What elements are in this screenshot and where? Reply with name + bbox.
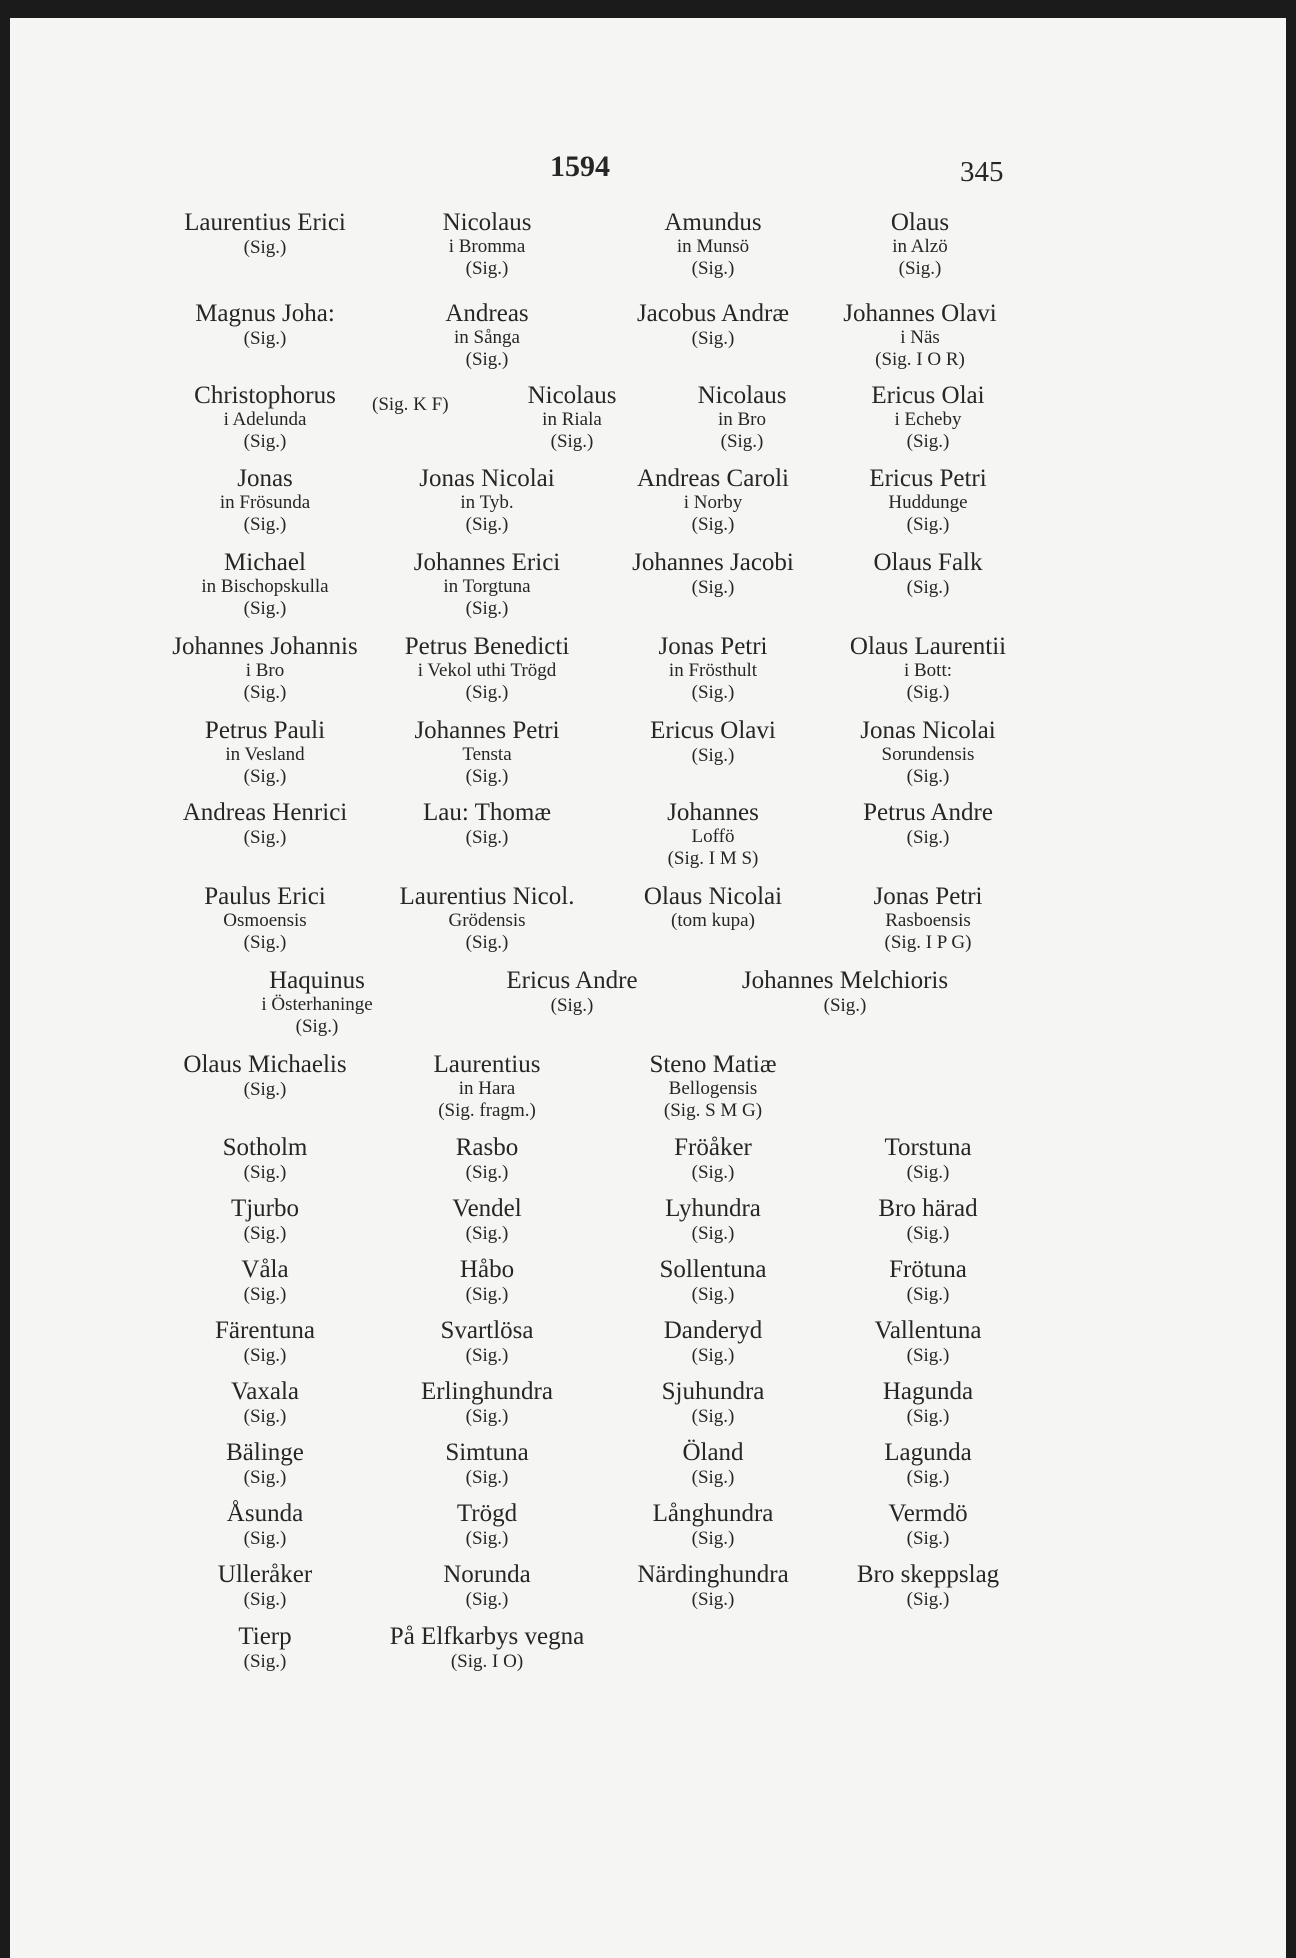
seal-entry [593,1379,833,1427]
seal-entry [593,1318,833,1366]
entry-name: Olaus Nicolai [643,883,783,910]
entry-seal: (Sig. fragm.) [438,1099,536,1121]
entry-seal: (Sig.) [465,1345,509,1366]
seal-entry [808,1257,1048,1305]
entry-name: Ericus Olavi [650,717,776,744]
entry-seal: (Sig.) [691,1284,735,1305]
entry-location: Tensta [462,744,512,765]
seal-entry [593,1196,833,1244]
entry-location: in Bro [717,409,767,430]
entry-location: i Adelunda [223,409,307,430]
seal-entry [367,210,607,279]
entry-name: Hagunda [882,1378,974,1405]
seal-entry [145,301,385,349]
seal-entry [593,718,833,766]
entry-seal: (Sig.) [243,931,287,953]
entry-seal: (Sig.) [906,513,950,535]
entry-seal: (Sig.) [906,765,950,787]
seal-entry [145,466,385,535]
seal-entry [367,466,607,535]
entry-seal: (Sig.) [691,1528,735,1549]
entry-name: Vallentuna [874,1317,982,1344]
entry-seal: (Sig.) [906,1589,950,1610]
entry-location: in Torgtuna [443,576,531,597]
entry-location: in Munsö [676,236,750,257]
entry-name: Johannes Olavi [843,300,997,327]
entry-location: in Vesland [225,744,305,765]
entry-location: in Frösunda [219,492,311,513]
page-number: 345 [960,156,1004,188]
seal-entry [593,1562,833,1610]
entry-location: in Sånga [454,327,520,348]
entry-name: Tjurbo [230,1195,300,1222]
seal-entry [808,383,1048,452]
entry-seal: (Sig.) [243,765,287,787]
seal-entry [808,718,1048,787]
entry-name: Bro skeppslag [856,1561,1000,1588]
entry-location: in Hara [458,1078,516,1099]
entry-seal: (Sig.) [243,430,287,452]
entry-seal: (Sig.) [465,1467,509,1488]
entry-seal: (Sig.) [243,681,287,703]
seal-entry [593,301,833,349]
seal-entry [808,1501,1048,1549]
entry-location: i Österhaninge [261,994,373,1015]
entry-seal: (Sig.) [243,328,287,349]
entry-name: Fröåker [674,1134,752,1161]
seal-entry [593,634,833,703]
entry-location: in Alzö [892,236,948,257]
entry-name: Lau: Thomæ [422,799,551,826]
entry-seal: (Sig.) [243,1345,287,1366]
seal-entry [145,383,385,452]
entry-seal: (Sig.) [691,328,735,349]
entry-seal: (Sig.) [691,1589,735,1610]
seal-entry [357,634,617,703]
seal-entry [145,1135,385,1183]
entry-name: Andreas [445,300,529,327]
entry-seal: (Sig. I M S) [667,847,759,869]
entry-seal: (Sig.) [691,681,735,703]
entry-seal: (Sig.) [243,827,287,848]
entry-location: Grödensis [448,910,526,931]
entry-name: Danderyd [663,1317,763,1344]
entry-seal: (Sig.) [691,1406,735,1427]
entry-name: Norunda [443,1561,531,1588]
entry-name: Närdinghundra [637,1561,789,1588]
seal-entry [367,550,607,619]
entry-name: Ulleråker [217,1561,313,1588]
entry-name: Sollentuna [659,1256,767,1283]
entry-name: Petrus Pauli [204,717,326,744]
entry-name: Vendel [452,1195,522,1222]
entry-seal: (Sig.) [691,577,735,598]
seal-entry [367,1379,607,1427]
entry-name: Christophorus [194,382,336,409]
entry-seal: (Sig.) [906,827,950,848]
entry-seal: (Sig. I P G) [884,931,972,953]
entry-seal: (Sig.) [243,513,287,535]
entry-seal: (Sig.) [243,1406,287,1427]
entry-name: Olaus Falk [873,549,983,576]
entry-name: Johannes Johannis [172,633,358,660]
seal-note-kf: (Sig. K F) [372,394,449,415]
entry-location: in Tyb. [460,492,514,513]
entry-seal: (Sig.) [906,430,950,452]
entry-seal: (Sig.) [465,513,509,535]
seal-entry [808,1318,1048,1366]
entry-name: Färentuna [215,1317,315,1344]
entry-seal: (Sig.) [243,1162,287,1183]
seal-entry [808,466,1048,535]
entry-seal: (Sig.) [550,995,594,1016]
seal-entry [808,1196,1048,1244]
entry-name: Nicolaus [442,209,532,236]
entry-seal: (Sig.) [465,931,509,953]
page-year: 1594 [550,150,610,183]
seal-entry [593,210,833,279]
seal-entry [367,1052,607,1121]
entry-seal: (Sig.) [691,1223,735,1244]
entry-seal: (Sig.) [465,348,509,370]
entry-seal: (Sig.) [243,1284,287,1305]
entry-location: i Norby [683,492,743,513]
entry-name: Paulus Erici [204,883,326,910]
seal-entry [367,1440,607,1488]
entry-name: Jonas Nicolai [860,717,996,744]
entry-location: i Vekol uthi Trögd [417,660,557,681]
seal-entry [808,1379,1048,1427]
entry-location: (tom kupa) [671,910,755,931]
seal-entry [715,968,975,1016]
entry-seal: (Sig.) [295,1015,339,1037]
entry-name: Jonas Petri [873,883,983,910]
entry-seal: (Sig.) [465,1406,509,1427]
entry-name: Laurentius Erici [184,209,346,236]
seal-entry [593,1440,833,1488]
entry-name: Trögd [456,1500,518,1527]
seal-entry [593,1501,833,1549]
seal-entry [808,1135,1048,1183]
entry-seal: (Sig.) [465,1162,509,1183]
entry-name: Sjuhundra [661,1378,765,1405]
entry-name: Johannes [667,799,759,826]
entry-name: Laurentius Nicol. [399,883,575,910]
entry-name: Jonas Petri [658,633,768,660]
entry-seal: (Sig.) [906,1467,950,1488]
entry-seal: (Sig.) [465,1528,509,1549]
entry-seal: (Sig.) [720,430,764,452]
entry-seal: (Sig.) [465,681,509,703]
entry-seal: (Sig.) [906,577,950,598]
entry-name: Bälinge [226,1439,304,1466]
entry-seal: (Sig.) [691,1345,735,1366]
entry-name: Våla [241,1256,289,1283]
entry-location: in Bischopskulla [201,576,329,597]
entry-location: i Bro [245,660,285,681]
entry-name: Simtuna [445,1439,529,1466]
seal-entry [367,1257,607,1305]
seal-entry [145,1440,385,1488]
entry-name: Olaus Michaelis [183,1051,347,1078]
entry-name: Jonas [237,465,293,492]
entry-name: Michael [224,549,306,576]
document-page [10,18,1286,1958]
seal-entry [367,1562,607,1610]
seal-entry [357,1624,617,1672]
seal-entry [135,210,395,258]
seal-entry [452,968,692,1016]
entry-seal: (Sig.) [465,1284,509,1305]
entry-seal: (Sig. I O R) [875,348,965,370]
entry-seal: (Sig.) [243,237,287,258]
entry-name: Jacobus Andræ [636,300,790,327]
entry-name: Håbo [459,1256,515,1283]
seal-entry [145,1318,385,1366]
entry-seal: (Sig.) [465,597,509,619]
entry-seal: (Sig.) [906,1162,950,1183]
seal-entry [145,718,385,787]
entry-name: Långhundra [652,1500,774,1527]
entry-name: Öland [682,1439,744,1466]
seal-entry [593,1052,833,1121]
entry-seal: (Sig.) [243,1223,287,1244]
entry-seal: (Sig.) [691,257,735,279]
seal-entry [808,634,1048,703]
entry-name: Haquinus [269,967,365,994]
entry-location: Loffö [691,826,735,847]
entry-name: Åsunda [226,1500,304,1527]
seal-entry [145,550,385,619]
seal-entry [145,1379,385,1427]
seal-entry [145,1562,385,1610]
seal-entry [145,1196,385,1244]
entry-seal: (Sig.) [243,1467,287,1488]
entry-name: Bro härad [878,1195,978,1222]
entry-seal: (Sig.) [243,1528,287,1549]
entry-seal: (Sig.) [691,1467,735,1488]
entry-name: Svartlösa [440,1317,534,1344]
seal-entry [367,800,607,848]
entry-seal: (Sig.) [243,1651,287,1672]
seal-entry [808,800,1048,848]
seal-entry [145,1257,385,1305]
entry-name: På Elfkarbys vegna [389,1623,585,1650]
seal-entry [367,1196,607,1244]
entry-name: Nicolaus [697,382,787,409]
seal-entry [357,884,617,953]
entry-name: Andreas Caroli [636,465,790,492]
entry-name: Laurentius [433,1051,541,1078]
entry-seal: (Sig.) [906,1345,950,1366]
seal-entry [593,550,833,598]
entry-name: Petrus Benedicti [404,633,570,660]
entry-name: Frötuna [889,1256,967,1283]
seal-entry [593,466,833,535]
entry-name: Vaxala [230,1378,300,1405]
entry-name: Johannes Jacobi [632,549,794,576]
seal-entry [367,1135,607,1183]
seal-entry [367,718,607,787]
entry-name: Olaus [890,209,950,236]
entry-name: Steno Matiæ [649,1051,777,1078]
entry-name: Johannes Petri [414,717,560,744]
entry-location: in Riala [542,409,602,430]
entry-seal: (Sig.) [243,597,287,619]
seal-entry [145,800,385,848]
seal-entry [808,1440,1048,1488]
entry-seal: (Sig. I O) [450,1651,524,1672]
entry-name: Olaus Laurentii [849,633,1007,660]
seal-entry [808,884,1048,953]
entry-seal: (Sig. S M G) [663,1099,763,1121]
seal-entry [593,884,833,931]
entry-seal: (Sig.) [465,1589,509,1610]
entry-name: Johannes Erici [413,549,561,576]
seal-entry [135,634,395,703]
seal-entry [367,301,607,370]
seal-entry [367,1501,607,1549]
seal-entry [145,1501,385,1549]
seal-entry [145,884,385,953]
entry-name: Erlinghundra [421,1378,553,1405]
entry-name: Johannes Melchioris [741,967,949,994]
entry-seal: (Sig.) [823,995,867,1016]
seal-entry [808,1562,1048,1610]
entry-location: Rasboensis [885,910,971,931]
entry-name: Nicolaus [527,382,617,409]
entry-location: in Frösthult [668,660,758,681]
entry-name: Tierp [238,1623,292,1650]
entry-name: Andreas Henrici [182,799,348,826]
entry-seal: (Sig.) [465,1223,509,1244]
entry-location: i Bromma [448,236,526,257]
entry-name: Ericus Petri [869,465,987,492]
seal-entry [367,1318,607,1366]
entry-seal: (Sig.) [691,513,735,535]
entry-location: i Näs [900,327,940,348]
entry-name: Amundus [664,209,762,236]
entry-seal: (Sig.) [465,827,509,848]
seal-entry [808,550,1048,598]
entry-seal: (Sig.) [898,257,942,279]
entry-name: Ericus Olai [871,382,985,409]
entry-name: Torstuna [884,1134,972,1161]
entry-name: Lagunda [884,1439,972,1466]
entry-seal: (Sig.) [906,1223,950,1244]
entry-seal: (Sig.) [906,1284,950,1305]
entry-name: Sotholm [222,1134,308,1161]
entry-name: Lyhundra [665,1195,761,1222]
entry-location: i Bott: [903,660,953,681]
entry-seal: (Sig.) [691,1162,735,1183]
seal-entry [593,800,833,869]
entry-location: Osmoensis [223,910,307,931]
seal-entry [593,1257,833,1305]
entry-name: Magnus Joha: [195,300,335,327]
seal-entry [800,301,1040,370]
entry-seal: (Sig.) [691,745,735,766]
entry-seal: (Sig.) [906,1406,950,1427]
entry-name: Jonas Nicolai [419,465,555,492]
seal-entry [145,1624,385,1672]
entry-seal: (Sig.) [550,430,594,452]
entry-location: i Echeby [894,409,962,430]
seal-entry [800,210,1040,279]
entry-seal: (Sig.) [906,681,950,703]
entry-location: Sorundensis [881,744,975,765]
entry-location: Bellogensis [668,1078,758,1099]
entry-name: Ericus Andre [506,967,638,994]
entry-name: Petrus Andre [863,799,993,826]
entry-seal: (Sig.) [243,1079,287,1100]
entry-seal: (Sig.) [465,257,509,279]
entry-seal: (Sig.) [465,765,509,787]
entry-name: Vermdö [888,1500,968,1527]
seal-entry [593,1135,833,1183]
seal-entry [197,968,437,1037]
seal-list [10,18,1286,1958]
seal-entry [145,1052,385,1100]
entry-name: Rasbo [455,1134,519,1161]
entry-seal: (Sig.) [243,1589,287,1610]
entry-location: Huddunge [888,492,968,513]
entry-seal: (Sig.) [906,1528,950,1549]
